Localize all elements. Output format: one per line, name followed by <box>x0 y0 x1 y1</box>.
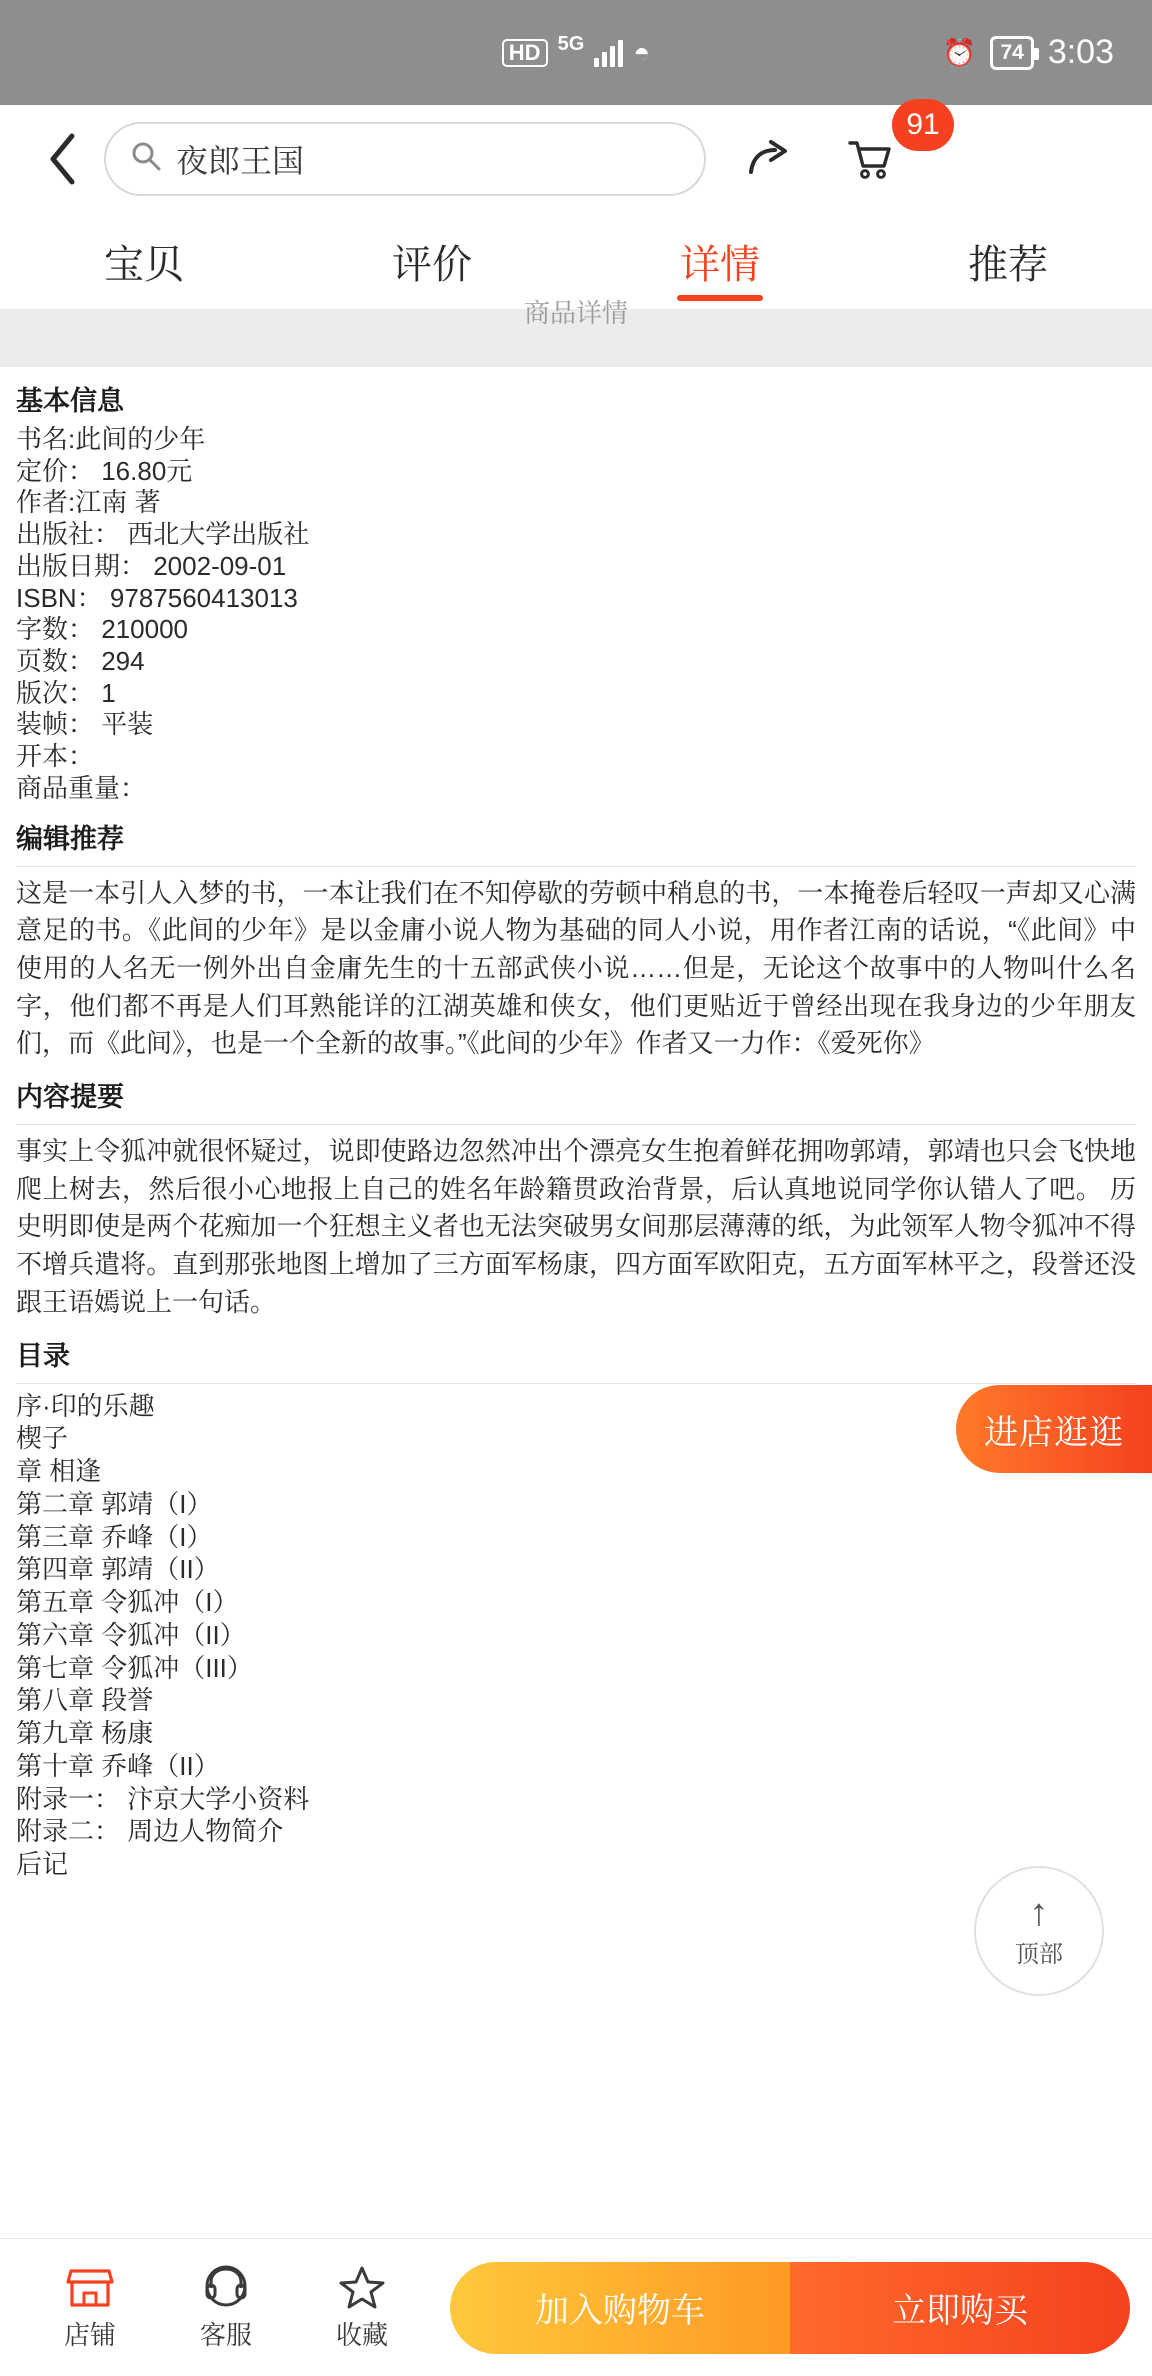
bottom-shop-label: 店铺 <box>63 2320 116 2350</box>
toc-item: 第八章 段誉 <box>16 1685 154 1716</box>
basic-info-row: 书名:此间的少年 <box>16 424 206 454</box>
summary-text: 事实上令狐冲就很怀疑过，说即使路边忽然冲出个漂亮女生抱着鲜花拥吻郭靖，郭靖也只会飞快地爬上树去，然后很小心地报上自己的姓名年龄籍贯政治背景，后认真地说同学你认错人了吧。 历史明即使是两个花痴加一个狂想主义者也无法突破男女间那层薄薄的纸，为此领军人物令狐冲不得不增兵遣将。直到那张地图上增加了三方面军杨康，四方面军欧阳克，五方面军林平之，段誉还没跟王语嫣说上一句话。 <box>16 1136 1136 1317</box>
bottom-service-label: 客服 <box>199 2320 252 2350</box>
battery-indicator: 74 <box>990 36 1033 70</box>
network-type-label: 5G <box>557 33 585 55</box>
tab-active-underline <box>677 295 763 301</box>
toc-list <box>16 1390 1136 1881</box>
basic-info-list <box>16 424 1136 805</box>
add-to-cart-button[interactable]: 加入购物车 <box>450 2262 790 2354</box>
toc-item: 第六章 令狐冲（II） <box>16 1619 246 1650</box>
hd-icon: HD <box>502 39 548 67</box>
basic-info-title: 基本信息 <box>16 386 124 416</box>
basic-info-row: 页数： 294 <box>16 646 145 677</box>
peek-text: 商品详情 <box>523 298 629 328</box>
tab-baobei[interactable] <box>0 213 288 309</box>
basic-info-row: 版次： 1 <box>16 677 116 708</box>
store-icon <box>66 2263 114 2311</box>
detail-content <box>0 379 1152 1881</box>
purchase-actions <box>450 2262 1130 2354</box>
toc-title: 目录 <box>16 1340 70 1371</box>
toc-item: 第二章 郭靖（I） <box>16 1488 213 1519</box>
share-icon[interactable] <box>730 121 806 197</box>
tab-tuijian[interactable] <box>864 213 1152 309</box>
top-navigation-bar <box>0 105 1152 213</box>
tab-label: 宝贝 <box>104 242 184 287</box>
tab-label: 详情 <box>680 242 760 287</box>
toc-item: 第七章 令狐冲（III） <box>16 1652 253 1683</box>
toc-item: 附录二： 周边人物简介 <box>16 1816 284 1847</box>
scroll-peek-strip <box>0 298 1152 367</box>
toc-item: 后记 <box>16 1849 69 1879</box>
summary-title: 内容提要 <box>16 1082 124 1113</box>
toc-item: 楔子 <box>16 1423 69 1454</box>
arrow-up-icon: ↑ <box>1029 1891 1049 1934</box>
basic-info-row: 定价： 16.80元 <box>16 455 193 486</box>
wifi-icon: ◓ <box>633 36 651 68</box>
search-icon <box>130 140 162 178</box>
cart-badge-count: 91 <box>892 99 954 151</box>
search-input[interactable] <box>104 122 706 196</box>
toc-item: 第三章 乔峰（I） <box>16 1521 213 1552</box>
toc-item: 序·印的乐趣 <box>16 1390 155 1421</box>
basic-info-row: 商品重量： <box>16 772 147 803</box>
section-divider <box>16 1124 1136 1125</box>
status-bar-right <box>943 0 1114 105</box>
basic-info-row: 装帧： 平装 <box>16 709 154 740</box>
toc-item: 第五章 令狐冲（I） <box>16 1587 239 1617</box>
section-divider <box>16 1383 1136 1384</box>
toc-item: 第四章 郭靖（II） <box>16 1554 220 1585</box>
editor-recommend-title: 编辑推荐 <box>16 823 124 854</box>
tab-label: 推荐 <box>968 242 1048 287</box>
basic-info-row: ISBN： 9787560413013 <box>16 582 298 613</box>
toc-item: 第十章 乔峰（II） <box>16 1750 220 1781</box>
buy-now-button[interactable]: 立即购买 <box>790 2262 1130 2354</box>
basic-info-row: 作者:江南 著 <box>16 487 161 518</box>
editor-recommend-text: 这是一本引人入梦的书，一本让我们在不知停歇的劳顿中稍息的书，一本掩卷后轻叹一声却又心满意足的书。《此间的少年》是以金庸小说人物为基础的同人小说，用作者江南的话说，“《此间》中使用的人名无一例外出自金庸先生的十五部武侠小说……但是，无论这个故事中的人物叫什么名字，他们都不再是人们耳熟能详的江湖英雄和侠女，他们更贴近于曾经出现在我身边的少年朋友们，而《此间》，也是一个全新的故事。”《此间的少年》作者又一力作：《爱死你》 <box>16 877 1136 1059</box>
basic-info-row: 字数： 210000 <box>16 614 188 645</box>
basic-info-row: 开本： <box>16 741 95 772</box>
basic-info-row: 出版社： 西北大学出版社 <box>16 519 310 550</box>
back-chevron-icon[interactable] <box>36 132 90 186</box>
basic-info-row: 出版日期： 2002-09-01 <box>16 550 287 581</box>
star-icon <box>338 2263 386 2311</box>
bottom-favorite-label: 收藏 <box>335 2320 388 2350</box>
alarm-clock-icon: ⏰ <box>942 37 977 68</box>
back-to-top-button[interactable] <box>974 1866 1104 1996</box>
search-input-value: 夜郎王国 <box>176 143 305 179</box>
bottom-action-bar <box>0 2238 1152 2376</box>
toc-item: 章 相逢 <box>16 1456 102 1486</box>
bottom-service-button[interactable] <box>158 2263 294 2352</box>
visit-shop-button[interactable]: 进店逛逛 <box>956 1385 1152 1473</box>
headset-icon <box>202 2263 250 2311</box>
section-divider <box>16 866 1136 867</box>
toc-item: 附录一： 汴京大学小资料 <box>16 1783 310 1814</box>
bottom-favorite-button[interactable] <box>294 2263 430 2352</box>
status-bar <box>0 0 1152 105</box>
shopping-cart-icon[interactable] <box>832 108 940 197</box>
signal-bars-icon <box>594 39 623 67</box>
tab-label: 评价 <box>392 242 472 287</box>
clock-time: 3:03 <box>1047 33 1114 71</box>
toc-item: 第九章 杨康 <box>16 1718 154 1748</box>
status-bar-center <box>502 33 651 68</box>
bottom-shop-button[interactable] <box>22 2263 158 2352</box>
back-to-top-label: 顶部 <box>1015 1940 1063 1968</box>
